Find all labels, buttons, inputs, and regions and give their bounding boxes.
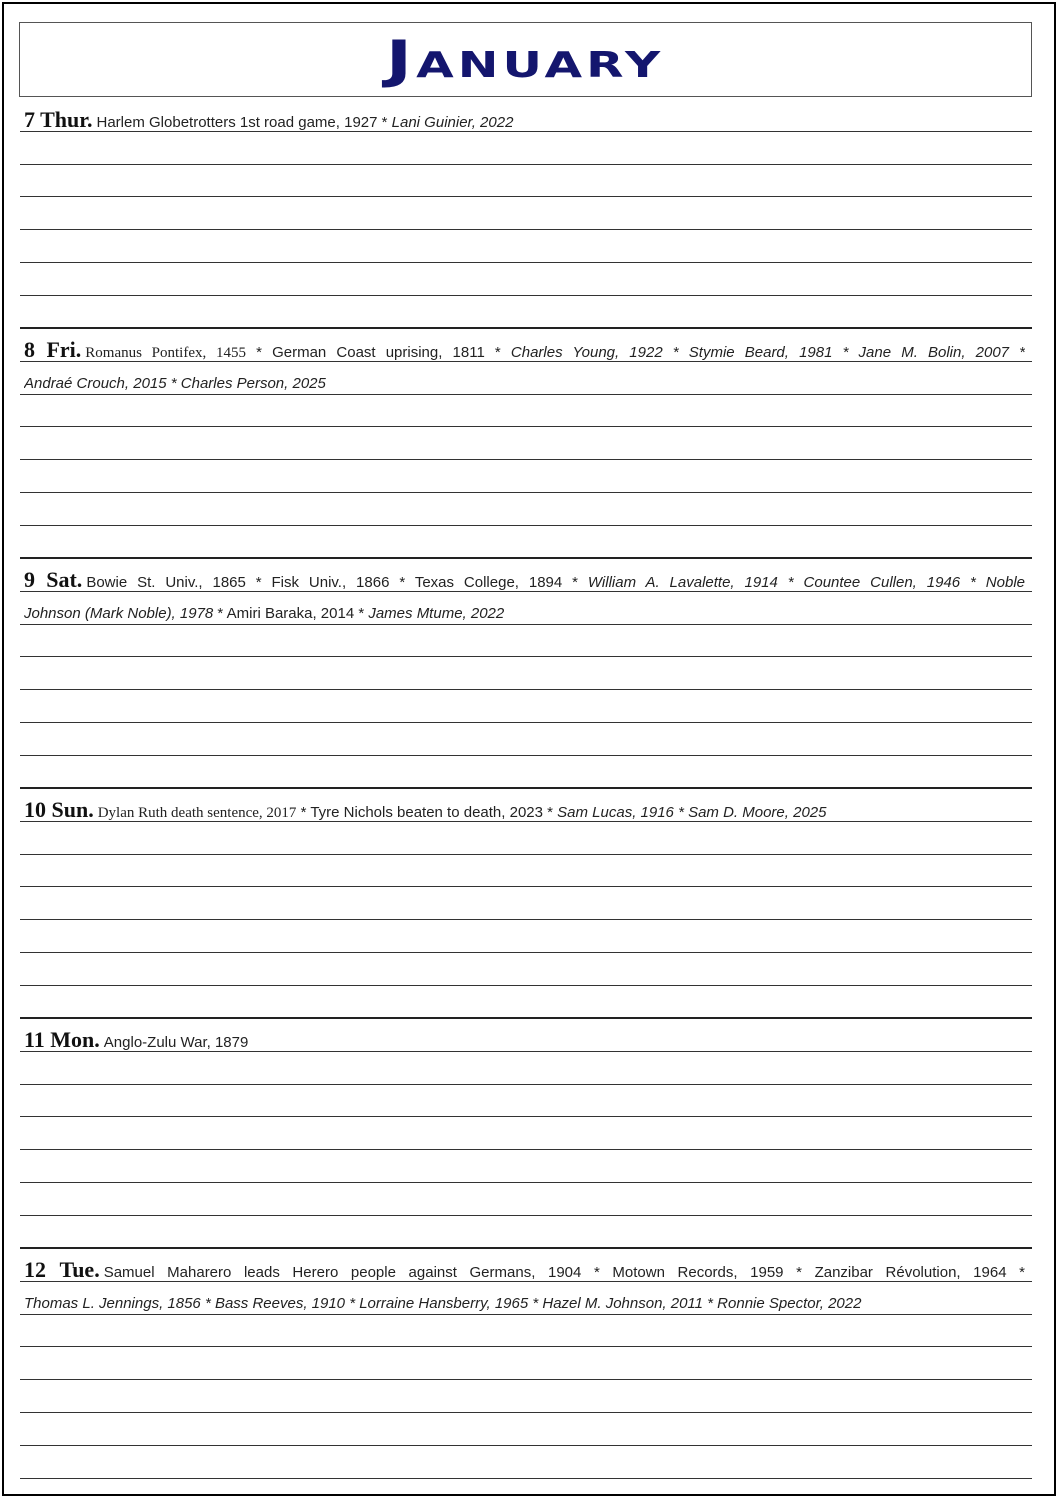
writing-line <box>20 1478 1032 1479</box>
writing-line <box>20 886 1032 887</box>
event-text: Andraé Crouch, 2015 * Charles Person, 2025 <box>24 375 326 392</box>
writing-line <box>20 624 1032 625</box>
writing-line <box>20 361 1032 362</box>
entry-line-1 <box>24 1029 1025 1051</box>
event-text: Romanus Pontifex, 1455 <box>85 345 246 361</box>
entry-line-1 <box>24 799 1025 821</box>
writing-line <box>20 1084 1032 1085</box>
day-label: 9 Sat. <box>24 569 83 591</box>
entry-line-2 <box>24 605 1025 623</box>
writing-line <box>20 689 1032 690</box>
day-label: 7 Thur. <box>24 109 93 131</box>
writing-line <box>20 262 1032 263</box>
writing-line <box>20 426 1032 427</box>
day-label: 12 Tue. <box>24 1259 100 1281</box>
writing-line <box>20 722 1032 723</box>
writing-line <box>20 1412 1032 1413</box>
day-label: 11 Mon. <box>24 1029 100 1051</box>
event-text: * Tyre Nichols beaten to death, 2023 * <box>296 804 558 821</box>
writing-line <box>20 295 1032 296</box>
writing-line <box>20 1149 1032 1150</box>
section-separator <box>20 787 1032 789</box>
month-title: January <box>386 29 665 90</box>
writing-line <box>20 196 1032 197</box>
entry-line-1 <box>24 339 1025 361</box>
writing-line <box>20 1051 1032 1052</box>
writing-line <box>20 755 1032 756</box>
section-separator <box>20 557 1032 559</box>
writing-line <box>20 131 1032 132</box>
event-text: Anglo-Zulu War, 1879 <box>103 1034 249 1051</box>
event-text: Thomas L. Jennings, 1856 * Bass Reeves, 1910 * Lorraine Hansberry, 1965 * Hazel M. Johnson, 2011 * Ronnie Spector, 2022 <box>24 1295 862 1312</box>
writing-line <box>20 985 1032 986</box>
section-separator <box>20 327 1032 329</box>
entry-line-1 <box>24 569 1025 591</box>
entry-line-1 <box>24 109 1025 131</box>
day-label: 8 Fri. <box>24 339 82 361</box>
event-text: Sam Lucas, 1916 * Sam D. Moore, 2025 <box>557 804 827 821</box>
writing-line <box>20 459 1032 460</box>
writing-line <box>20 229 1032 230</box>
writing-line <box>20 525 1032 526</box>
writing-line <box>20 919 1032 920</box>
event-text: Charles Young, 1922 * Stymie Beard, 1981 * Jane M. Bolin, 2007 * <box>510 344 1025 361</box>
event-text: Dylan Ruth death sentence, 2017 <box>97 805 297 821</box>
writing-line <box>20 1346 1032 1347</box>
entry-line-1 <box>24 1259 1025 1281</box>
writing-line <box>20 1281 1032 1282</box>
writing-line <box>20 591 1032 592</box>
event-text: Samuel Maharero leads Herero people against Germans, 1904 * Motown Records, 1959 * Zanzibar Révolution, 1964 * <box>103 1264 1025 1281</box>
entry-line-2 <box>24 1295 1025 1313</box>
event-text: James Mtume, 2022 <box>368 605 505 622</box>
event-text: Lani Guinier, 2022 <box>391 114 514 131</box>
writing-line <box>20 656 1032 657</box>
writing-line <box>20 1182 1032 1183</box>
event-text: * German Coast uprising, 1811 * <box>245 344 511 361</box>
writing-line <box>20 492 1032 493</box>
writing-line <box>20 1215 1032 1216</box>
event-text: Harlem Globetrotters 1st road game, 1927 * <box>96 114 392 131</box>
writing-line <box>20 854 1032 855</box>
writing-line <box>20 821 1032 822</box>
writing-line <box>20 1445 1032 1446</box>
entry-line-2 <box>24 375 1025 393</box>
writing-line <box>20 164 1032 165</box>
event-text: William A. Lavalette, 1914 * Countee Cullen, 1946 * Noble <box>587 574 1025 591</box>
event-text: Johnson (Mark Noble), 1978 <box>24 605 214 622</box>
section-separator <box>20 1247 1032 1249</box>
event-text: Bowie St. Univ., 1865 * Fisk Univ., 1866 * Texas College, 1894 * <box>86 574 588 591</box>
event-text: * Amiri Baraka, 2014 * <box>213 605 369 622</box>
writing-line <box>20 394 1032 395</box>
writing-line <box>20 952 1032 953</box>
writing-line <box>20 1314 1032 1315</box>
writing-line <box>20 1379 1032 1380</box>
writing-line <box>20 1116 1032 1117</box>
section-separator <box>20 1017 1032 1019</box>
month-title-box <box>19 22 1032 97</box>
day-label: 10 Sun. <box>24 799 94 821</box>
